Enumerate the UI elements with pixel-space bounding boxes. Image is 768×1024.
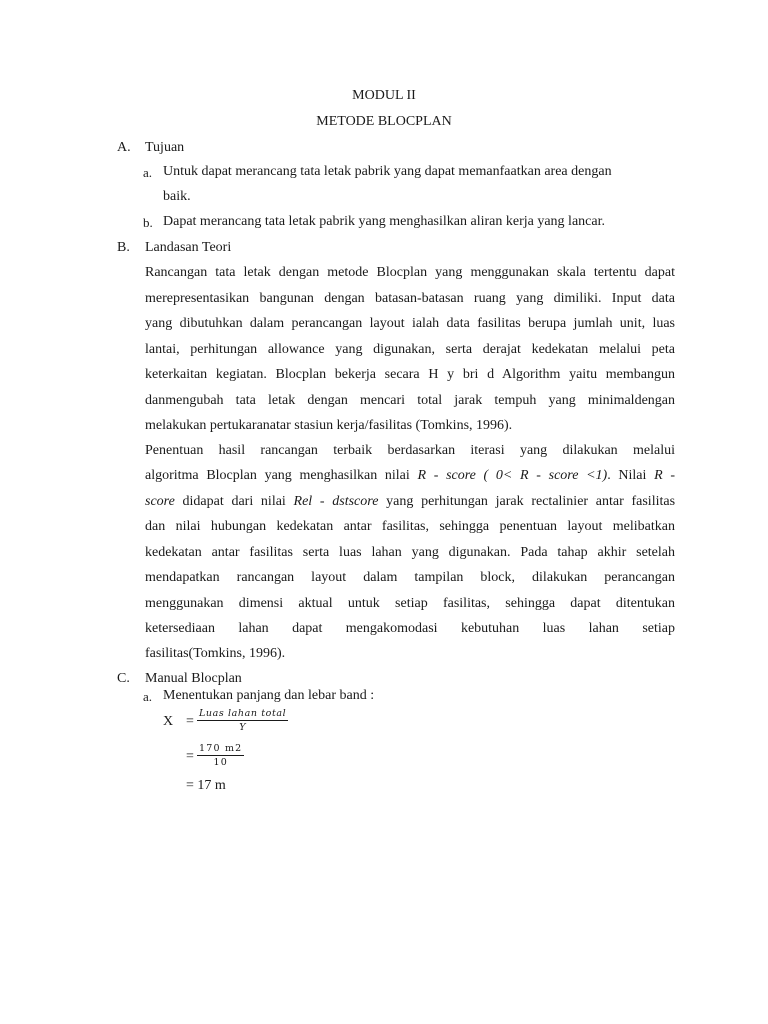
- section-c-heading: Manual Blocplan: [145, 671, 242, 686]
- formula-result: = 17 m: [186, 778, 226, 793]
- theory-para2-line3: [145, 494, 675, 510]
- theory-para1-line1: Rancangan tata letak dengan metode Blocplan yang menggunakan skala tertentu dapat: [145, 265, 675, 280]
- para2-line3-text-end: yang perhitungan jarak rectalinier antar fasilitas: [386, 494, 676, 509]
- area-fraction: [197, 708, 288, 733]
- theory-para2-line2: [145, 468, 675, 484]
- theory-para2-line9: fasilitas(Tomkins, 1996).: [145, 646, 286, 661]
- step-a-text: Menentukan panjang dan lebar band :: [163, 688, 375, 703]
- list-marker-a: a.: [143, 165, 153, 180]
- theory-para2-line7: menggunakan dimensi aktual untuk setiap fasilitas, sehingga dapat ditentukan: [145, 596, 675, 611]
- goal-b-line1: Dapat merancang tata letak pabrik yang menghasilkan aliran kerja yang lancar.: [163, 214, 605, 229]
- theory-para1-line6: danmengubah tata letak dengan mencari total jarak tempuh yang minimaldengan: [145, 393, 675, 408]
- formula-equals: =: [186, 714, 194, 729]
- rscore-term: R -: [654, 468, 675, 483]
- theory-para2-line8: ketersediaan lahan dapat mengakomodasi kebutuhan luas lahan setiap: [145, 621, 675, 636]
- theory-para2-line4: dan nilai hubungan kedekatan antar fasilitas, sehingga penentuan layout melibatkan: [145, 519, 675, 534]
- para2-line3-text: didapat dari nilai: [182, 494, 286, 509]
- step-marker-a: a.: [143, 689, 153, 704]
- value-denominator: 10: [213, 757, 228, 768]
- theory-para2-line1: Penentuan hasil rancangan terbaik berdasarkan iterasi yang dilakukan melalui: [145, 443, 675, 458]
- theory-para2-line5: kedekatan antar fasilitas serta luas lahan yang digunakan. Pada tahap akhir setelah: [145, 545, 675, 560]
- list-marker-b: b.: [143, 215, 153, 230]
- theory-para1-line2: merepresentasikan bangunan dengan batasan-batasan ruang yang dimiliki. Input data: [145, 291, 675, 306]
- section-a-heading: Tujuan: [145, 140, 185, 155]
- section-c-marker: C.: [117, 671, 130, 686]
- score-term: score: [145, 494, 175, 509]
- theory-para1-line4: lantai, perhitungan allowance yang digunakan, serta derajat kedekatan melalui peta: [145, 342, 675, 357]
- value-numerator: 170 m2: [199, 743, 243, 754]
- module-subtitle: METODE BLOCPLAN: [316, 114, 452, 129]
- rscore-formula: R - score ( 0< R - score <1). Nilai: [417, 468, 647, 483]
- theory-para1-line3: yang dibutuhkan dalam perancangan layout ialah data fasilitas berupa jumlah unit, luas: [145, 316, 675, 331]
- formula-variable: X: [163, 714, 174, 729]
- theory-para1-line7: melakukan pertukaranatar stasiun kerja/fasilitas (Tomkins, 1996).: [145, 418, 513, 433]
- theory-para2-line6: mendapatkan rancangan layout dalam tampilan block, dilakukan perancangan: [145, 570, 675, 585]
- fraction-numerator: Luas lahan total: [199, 708, 287, 719]
- para2-line2-text: algoritma Blocplan yang menghasilkan nilai: [145, 468, 410, 483]
- value-fraction: [197, 743, 244, 768]
- section-b-heading: Landasan Teori: [145, 240, 232, 255]
- rel-dstscore-term: Rel - dstscore: [293, 494, 379, 509]
- goal-a-line2: baik.: [163, 189, 191, 204]
- formula-equals-2: =: [186, 749, 194, 764]
- section-a-marker: A.: [117, 140, 131, 155]
- theory-para1-line5: keterkaitan kegiatan. Blocplan bekerja secara H y bri d Algorithm yaitu membangun: [145, 367, 675, 382]
- fraction-denominator: Y: [239, 722, 247, 733]
- goal-a-line1: Untuk dapat merancang tata letak pabrik yang dapat memanfaatkan area dengan: [163, 164, 612, 179]
- module-title: MODUL II: [352, 88, 416, 103]
- section-b-marker: B.: [117, 240, 130, 255]
